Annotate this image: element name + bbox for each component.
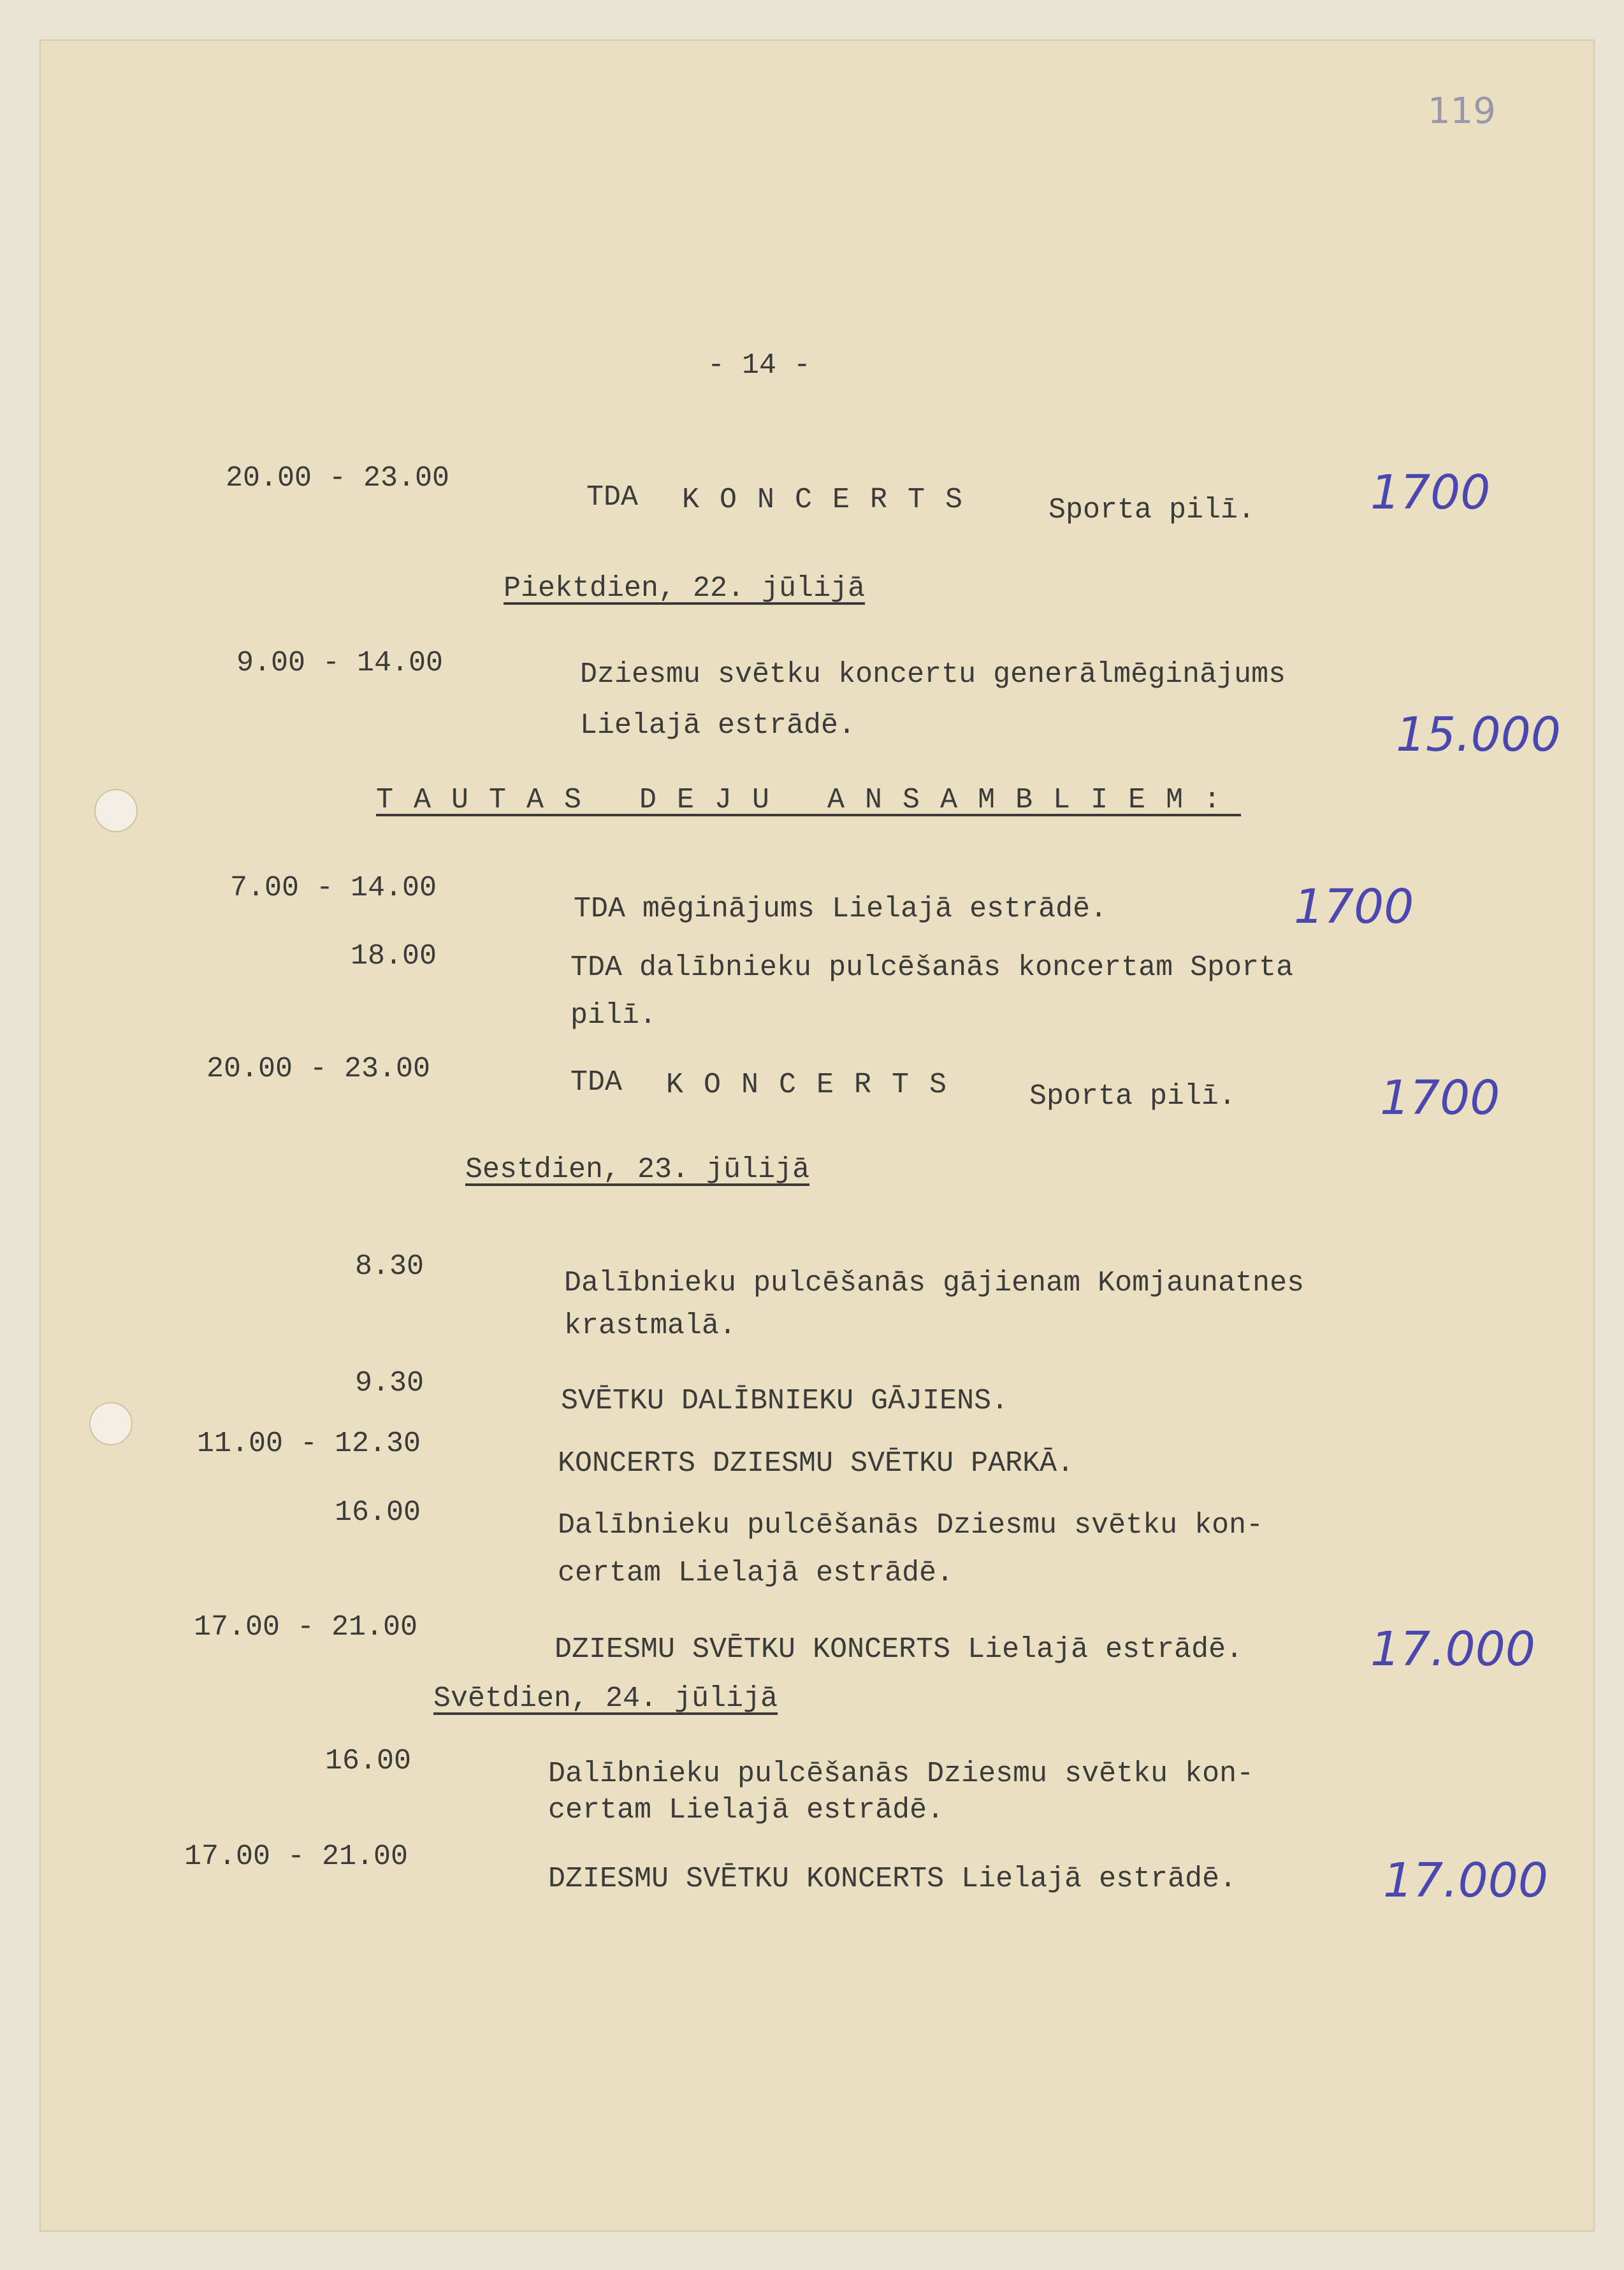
entry-text: pilī. (570, 999, 657, 1032)
entry-text: DZIESMU SVĒTKU KONCERTS Lielajā estrādē. (548, 1863, 1237, 1895)
entry-text: Lielajā estrādē. (580, 709, 856, 742)
entry-time: 20.00 - 23.00 (225, 462, 449, 495)
entry-text: TDA (570, 1066, 623, 1099)
handwritten-note: 15.000 (1396, 707, 1561, 762)
entry-time: 11.00 - 12.30 (196, 1428, 421, 1460)
handwritten-note: 17.000 (1383, 1853, 1548, 1908)
entry-time: 9.30 (354, 1367, 424, 1399)
entry-time: 20.00 - 23.00 (206, 1053, 430, 1085)
entry-text: KONCERTS (666, 1069, 968, 1101)
entry-text: Sporta pilī. (1048, 494, 1256, 526)
entry-text: certam Lielajā estrādē. (558, 1557, 954, 1589)
entry-text: DZIESMU SVĒTKU KONCERTS Lielajā estrādē. (555, 1633, 1243, 1666)
entry-time: 9.00 - 14.00 (236, 647, 443, 679)
entry-text: Dziesmu svētku koncertu generālmēginājums (580, 658, 1286, 691)
entry-text: Dalībnieku pulcēšanās Dziesmu svētku kon- (548, 1758, 1254, 1790)
entry-time: 16.00 (324, 1745, 411, 1777)
entry-time: 7.00 - 14.00 (229, 872, 437, 904)
day-heading: Svētdien, 24. jūlijā (433, 1682, 778, 1715)
entry-time: 18.00 (350, 940, 437, 972)
handwritten-note: 1700 (1380, 1071, 1500, 1125)
entry-time: 8.30 (354, 1250, 424, 1283)
handwritten-note: 1700 (1294, 879, 1414, 934)
entry-text: KONCERTS (682, 484, 983, 516)
entry-text: KONCERTS DZIESMU SVĒTKU PARKĀ. (558, 1447, 1075, 1480)
day-heading: Piektdien, 22. jūlijā (504, 572, 866, 605)
document-sheet (40, 40, 1595, 2232)
entry-text: Dalībnieku pulcēšanās gājienam Komjaunatnes (564, 1267, 1305, 1299)
archive-number: 119 (1428, 90, 1496, 132)
punch-hole (96, 790, 136, 831)
section-heading: TAUTAS DEJU ANSAMBLIEM: (376, 784, 1242, 816)
day-heading: Sestdien, 23. jūlijā (465, 1153, 810, 1186)
entry-time: 17.00 - 21.00 (193, 1611, 417, 1644)
entry-text: Sporta pilī. (1029, 1080, 1236, 1113)
handwritten-note: 17.000 (1370, 1622, 1535, 1677)
entry-time: 16.00 (334, 1496, 421, 1529)
entry-text: SVĒTKU DALĪBNIEKU GĀJIENS. (561, 1385, 1009, 1417)
entry-text: certam Lielajā estrādē. (548, 1794, 945, 1826)
handwritten-note: 1700 (1370, 465, 1491, 520)
entry-text: TDA (586, 481, 639, 514)
entry-time: 17.00 - 21.00 (184, 1840, 408, 1873)
entry-text: Dalībnieku pulcēšanās Dziesmu svētku kon- (558, 1509, 1264, 1542)
entry-text: krastmalā. (564, 1310, 737, 1342)
page-number: - 14 - (707, 349, 811, 382)
entry-text: TDA mēginājums Lielajā estrādē. (574, 893, 1108, 925)
entry-text: TDA dalībnieku pulcēšanās koncertam Sporta (570, 951, 1294, 984)
